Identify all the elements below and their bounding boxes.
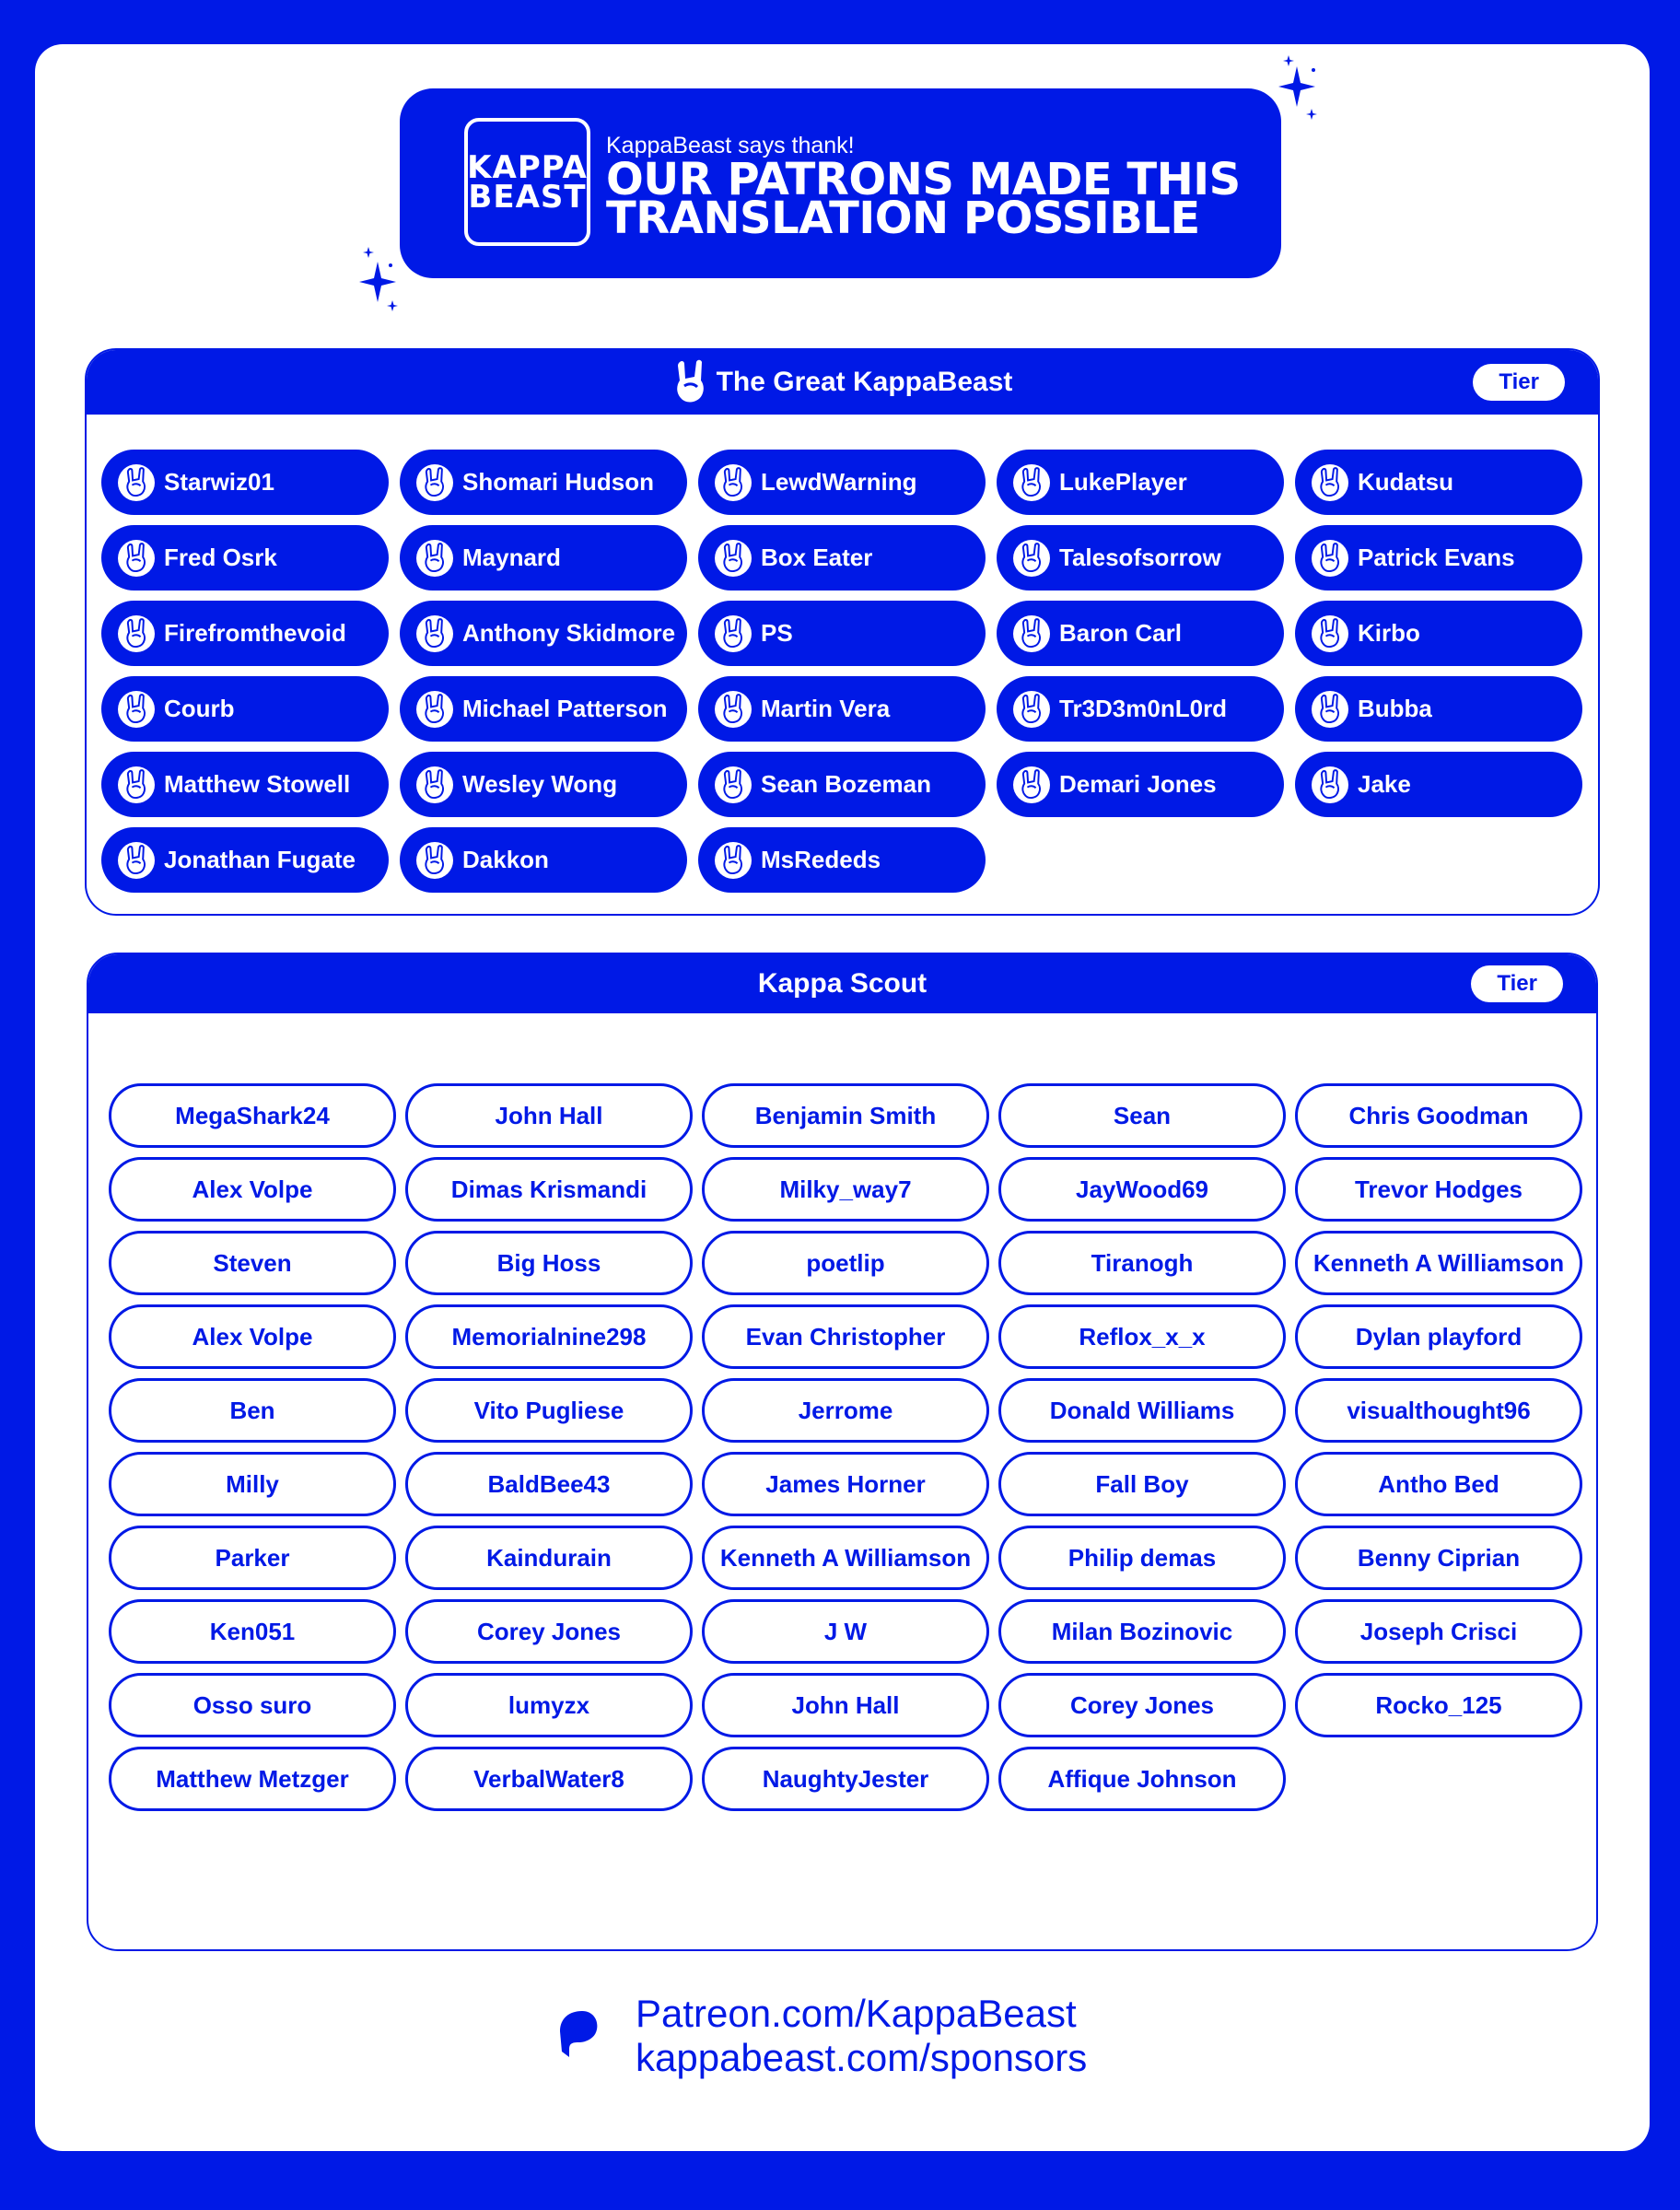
patron-name: visualthought96: [1347, 1396, 1531, 1424]
patron-pill: [1295, 1673, 1582, 1737]
rock-hand-icon: [672, 358, 709, 406]
tier-title: Kappa Scout: [757, 968, 928, 999]
sponsors-link[interactable]: kappabeast.com/sponsors: [636, 2036, 1088, 2079]
rock-hand-icon: [1013, 691, 1050, 728]
patron-pill: [997, 676, 1284, 742]
patron-pill: [405, 1304, 693, 1369]
patron-pill: [998, 1747, 1286, 1811]
rock-hand-icon: [416, 464, 453, 501]
rock-hand-icon: [118, 615, 155, 652]
patron-name: James Horner: [765, 1469, 926, 1498]
patron-pill: [698, 827, 986, 893]
tier-header: [87, 350, 1598, 415]
footer: [556, 1992, 1087, 2080]
patron-name: Memorialnine298: [451, 1322, 647, 1351]
patron-pill: [109, 1599, 396, 1664]
patron-name: Kaindurain: [486, 1543, 612, 1572]
sparkle-icon: [356, 245, 403, 315]
rock-hand-icon: [118, 766, 155, 803]
patron-name: BaldBee43: [487, 1469, 611, 1498]
patron-name: Shomari Hudson: [462, 468, 655, 496]
patron-name: Corey Jones: [1069, 1690, 1215, 1719]
patron-pill: [1295, 1304, 1582, 1369]
footer-links: [636, 1992, 1087, 2080]
patron-pill: [405, 1526, 693, 1590]
patron-pill: [702, 1157, 989, 1222]
rock-hand-icon: [1312, 540, 1348, 577]
patron-name: Matthew Stowell: [164, 770, 351, 798]
patron-name: Steven: [213, 1248, 292, 1277]
patron-pill: [997, 752, 1284, 817]
patron-name: Evan Christopher: [745, 1322, 946, 1351]
patron-pill: [1295, 1452, 1582, 1516]
patron-pill: [405, 1599, 693, 1664]
patron-name: Ben: [229, 1396, 275, 1424]
kappabeast-logo: [464, 118, 590, 246]
patron-name: Big Hoss: [496, 1248, 601, 1277]
rock-hand-icon: [118, 464, 155, 501]
patron-name: Fall Boy: [1095, 1469, 1189, 1498]
rock-hand-icon: [715, 464, 752, 501]
patron-name: Jerrome: [798, 1396, 893, 1424]
patron-name: Milly: [226, 1469, 279, 1498]
patron-name: Benny Ciprian: [1357, 1543, 1521, 1572]
rock-hand-icon: [1312, 766, 1348, 803]
patron-pill: [405, 1673, 693, 1737]
patron-pill: [109, 1452, 396, 1516]
patron-name: John Hall: [495, 1101, 603, 1129]
patron-name: Milan Bozinovic: [1051, 1617, 1233, 1645]
patron-name: Wesley Wong: [462, 770, 618, 798]
patron-pill: [400, 601, 687, 666]
patron-name: Maynard: [462, 544, 561, 571]
rock-hand-icon: [715, 842, 752, 879]
rock-hand-icon: [1312, 464, 1348, 501]
header-subtitle: KappaBeast says thank!: [606, 133, 855, 158]
rock-hand-icon: [118, 691, 155, 728]
patron-grid: [109, 1083, 1582, 1811]
header-headline: [606, 154, 1241, 244]
patron-name: MsRededs: [761, 846, 881, 873]
patron-pill: [998, 1083, 1286, 1148]
patron-pill: [101, 601, 389, 666]
patron-pill: [702, 1378, 989, 1443]
rock-hand-icon: [1312, 615, 1348, 652]
patron-pill: [1295, 676, 1582, 742]
patron-pill: [109, 1747, 396, 1811]
patron-name: Kenneth A Williamson: [719, 1543, 972, 1572]
patron-pill: [702, 1747, 989, 1811]
patron-pill: [109, 1157, 396, 1222]
patron-pill: [101, 450, 389, 515]
patron-pill: [109, 1231, 396, 1295]
rock-hand-icon: [416, 691, 453, 728]
patron-name: Kirbo: [1358, 619, 1420, 647]
tier-section-kappa-scout: [87, 953, 1598, 1951]
patron-name: Benjamin Smith: [754, 1101, 937, 1129]
patron-name: Kudatsu: [1358, 468, 1453, 496]
rock-hand-icon: [715, 615, 752, 652]
patron-pill: [400, 525, 687, 591]
patron-pill: [400, 450, 687, 515]
patron-pill: [400, 827, 687, 893]
rock-hand-icon: [416, 615, 453, 652]
tier-badge: Tier: [1471, 965, 1563, 1002]
patron-name: JayWood69: [1075, 1175, 1208, 1203]
patron-pill: [702, 1526, 989, 1590]
patron-name: Jonathan Fugate: [164, 846, 356, 873]
patron-pill: [405, 1231, 693, 1295]
patron-pill: [997, 525, 1284, 591]
patron-name: Affique Johnson: [1047, 1764, 1237, 1793]
patron-pill: [101, 827, 389, 893]
patron-pill: [109, 1673, 396, 1737]
patron-name: Donald Williams: [1049, 1396, 1235, 1424]
patron-name: Jake: [1358, 770, 1411, 798]
patron-pill: [1295, 1231, 1582, 1295]
patron-name: Fred Osrk: [164, 544, 277, 571]
patron-pill: [400, 676, 687, 742]
tier-header: [88, 954, 1596, 1013]
patron-pill: [698, 525, 986, 591]
patron-name: Michael Patterson: [462, 695, 668, 722]
patron-pill: [698, 752, 986, 817]
patron-pill: [101, 525, 389, 591]
patron-pill: [101, 752, 389, 817]
patron-name: Starwiz01: [164, 468, 274, 496]
patron-name: lumyzx: [508, 1690, 590, 1719]
patron-name: Chris Goodman: [1348, 1101, 1529, 1129]
patron-pill: [997, 450, 1284, 515]
patron-pill: [998, 1452, 1286, 1516]
patron-pill: [702, 1231, 989, 1295]
headline-line: OUR PATRONS MADE THIS: [606, 154, 1241, 205]
rock-hand-icon: [416, 540, 453, 577]
patron-pill: [1295, 1599, 1582, 1664]
patron-pill: [1295, 450, 1582, 515]
patron-name: Box Eater: [761, 544, 873, 571]
patron-name: Martin Vera: [761, 695, 891, 722]
rock-hand-icon: [715, 691, 752, 728]
patron-pill: [1295, 525, 1582, 591]
patron-name: NaughtyJester: [762, 1764, 929, 1793]
rock-hand-icon: [1013, 766, 1050, 803]
patron-pill: [1295, 1083, 1582, 1148]
rock-hand-icon: [715, 540, 752, 577]
patreon-icon: [556, 2009, 599, 2064]
rock-hand-icon: [715, 766, 752, 803]
patron-pill: [405, 1083, 693, 1148]
patron-name: Philip demas: [1068, 1543, 1217, 1572]
patron-pill: [698, 676, 986, 742]
patron-pill: [702, 1452, 989, 1516]
patron-name: Talesofsorrow: [1059, 544, 1221, 571]
patron-grid: [101, 450, 1582, 893]
patron-pill: [1295, 1526, 1582, 1590]
patron-pill: [405, 1452, 693, 1516]
patron-name: Kenneth A Williamson: [1312, 1248, 1565, 1277]
rock-hand-icon: [1013, 540, 1050, 577]
patron-name: Milky_way7: [779, 1175, 912, 1203]
patron-name: Tiranogh: [1091, 1248, 1194, 1277]
patron-name: Matthew Metzger: [156, 1764, 349, 1793]
tier-title: The Great KappaBeast: [716, 367, 1013, 397]
patron-pill: [698, 601, 986, 666]
rock-hand-icon: [416, 766, 453, 803]
patron-name: Joseph Crisci: [1359, 1617, 1518, 1645]
patron-pill: [1295, 601, 1582, 666]
patron-pill: [405, 1157, 693, 1222]
patron-pill: [998, 1673, 1286, 1737]
patron-name: Antho Bed: [1378, 1469, 1499, 1498]
patron-pill: [998, 1599, 1286, 1664]
patron-pill: [702, 1083, 989, 1148]
patron-name: Patrick Evans: [1358, 544, 1515, 571]
rock-hand-icon: [1013, 464, 1050, 501]
patron-name: Dylan playford: [1355, 1322, 1522, 1351]
logo-line: KAPPA: [467, 148, 588, 186]
patron-pill: [109, 1304, 396, 1369]
rock-hand-icon: [416, 842, 453, 879]
patron-name: Courb: [164, 695, 235, 722]
patron-pill: [702, 1304, 989, 1369]
patron-pill: [998, 1304, 1286, 1369]
rock-hand-icon: [1013, 615, 1050, 652]
patreon-link[interactable]: Patreon.com/KappaBeast: [636, 1992, 1077, 2035]
patron-name: Reflox_x_x: [1079, 1322, 1206, 1351]
patron-name: Sean: [1113, 1101, 1172, 1129]
patron-name: Dakkon: [462, 846, 549, 873]
headline-line: TRANSLATION POSSIBLE: [606, 193, 1200, 244]
patron-pill: [109, 1526, 396, 1590]
patron-pill: [405, 1747, 693, 1811]
patron-name: LukePlayer: [1059, 468, 1187, 496]
patron-name: Vito Pugliese: [473, 1396, 624, 1424]
patron-pill: [702, 1599, 989, 1664]
patron-pill: [109, 1378, 396, 1443]
patron-name: Baron Carl: [1059, 619, 1182, 647]
patron-pill: [998, 1526, 1286, 1590]
patron-name: Firefromthevoid: [164, 619, 346, 647]
patron-pill: [702, 1673, 989, 1737]
patron-name: Alex Volpe: [192, 1175, 313, 1203]
patron-pill: [1295, 1378, 1582, 1443]
patron-name: PS: [761, 619, 793, 647]
patron-name: Corey Jones: [476, 1617, 622, 1645]
patron-name: VerbalWater8: [473, 1764, 624, 1793]
rock-hand-icon: [1312, 691, 1348, 728]
tier-section-great-kappabeast: [85, 348, 1600, 916]
patron-name: Dimas Krismandi: [450, 1175, 648, 1203]
patron-name: Ken051: [209, 1617, 296, 1645]
tier-badge: Tier: [1473, 364, 1565, 401]
patron-pill: [405, 1378, 693, 1443]
patron-pill: [998, 1231, 1286, 1295]
patron-pill: [400, 752, 687, 817]
patron-name: poetlip: [806, 1248, 885, 1277]
patron-name: J W: [823, 1617, 868, 1645]
patron-name: MegaShark24: [175, 1101, 330, 1129]
rock-hand-icon: [118, 540, 155, 577]
patron-name: Sean Bozeman: [761, 770, 931, 798]
patron-pill: [1295, 752, 1582, 817]
patron-pill: [109, 1083, 396, 1148]
patron-pill: [998, 1157, 1286, 1222]
patron-name: LewdWarning: [761, 468, 917, 496]
patron-pill: [998, 1378, 1286, 1443]
patron-name: Rocko_125: [1375, 1690, 1502, 1719]
patron-name: Parker: [215, 1543, 290, 1572]
patron-name: Tr3D3m0nL0rd: [1059, 695, 1228, 722]
rock-hand-icon: [118, 842, 155, 879]
patron-pill: [1295, 1157, 1582, 1222]
patron-name: Anthony Skidmore: [462, 619, 676, 647]
patron-name: Trevor Hodges: [1354, 1175, 1523, 1203]
patron-name: Alex Volpe: [192, 1322, 313, 1351]
patron-pill: [101, 676, 389, 742]
logo-line: BEAST: [468, 178, 587, 216]
patron-name: Osso suro: [192, 1690, 312, 1719]
patron-name: John Hall: [791, 1690, 900, 1719]
patron-name: Demari Jones: [1059, 770, 1217, 798]
patron-pill: [698, 450, 986, 515]
patron-name: Bubba: [1358, 695, 1432, 722]
patron-pill: [997, 601, 1284, 666]
